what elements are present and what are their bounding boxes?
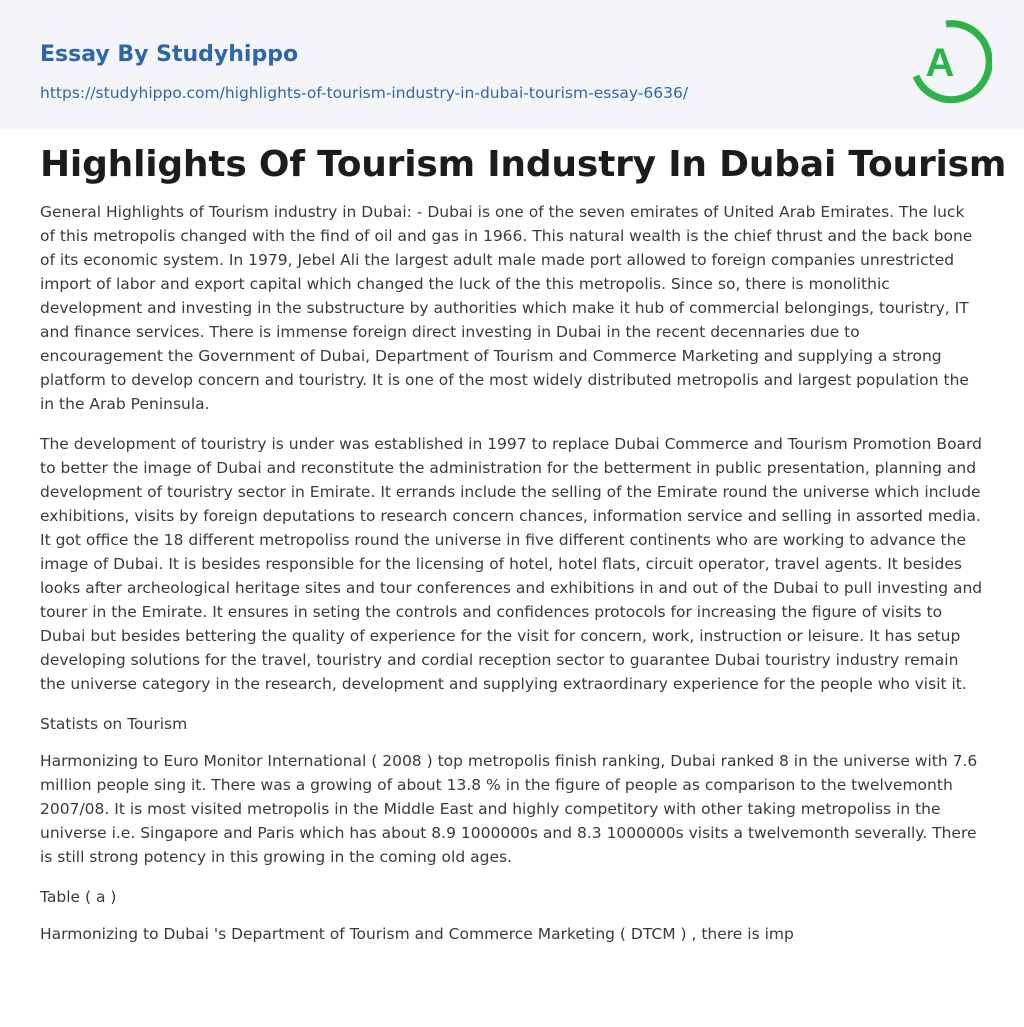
page-title: Highlights Of Tourism Industry In Dubai Tourism [40,144,1007,185]
brand-title[interactable]: Essay By Studyhippo [40,42,299,67]
paragraph: The development of touristry is under was established in 1997 to replace Dubai Commerce and Tourism Promotion Board to better the image of Dubai and reconstitute the administration for the betterment in public presentation, planning and development of touristry sector in Emirate. It errands include the selling of the Emirate round the universe which include exhibitions, visits by foreign deputations to research concern chances, information service and selling in assorted media. It got office the 18 different metropoliss round the universe in five different continents who are working to advance the image of Dubai. It is besides responsible for the licensing of hotel, hotel flats, circuit operator, travel agents. It besides looks after archeological heritage sites and tour conferences and exhibitions in and out of the Dubai to pull investing and tourer in the Emirate. It ensures in seting the controls and confidences protocols for increasing the figure of visits to Dubai but besides bettering the quality of experience for the visit for concern, work, instruction or leisure. It has setup developing solutions for the travel, touristry and cordial reception sector to guarantee Dubai touristry industry remain the universe category in the research, development and supplying extraordinary experience for the people who visit it. [40,435,983,693]
section-heading: Statists on Tourism [40,715,188,733]
essay-url-link[interactable]: https://studyhippo.com/highlights-of-tourism-industry-in-dubai-tourism-essay-6636/ [40,84,689,102]
paragraph: Harmonizing to Dubai 's Department of Tourism and Commerce Marketing ( DTCM ) , there is imp [40,925,794,943]
table-caption: Table ( a ) [40,888,117,906]
logo-letter: A [925,41,955,85]
paragraph: Harmonizing to Euro Monitor International ( 2008 ) top metropolis finish ranking, Dubai ranked 8 in the universe with 7.6 million people sing it. There was a growing of about 13.8 % in the figure of people as comparison to the twelvemonth 2007/08. It is most visited metropolis in the Middle East and highly competitory with other taking metropoliss in the universe i.e. Singapore and Paris which has about 8.9 1000000s and 8.3 1000000s visits a twelvemonth severally. There is still strong potency in this growing in the coming old ages. [40,752,978,866]
essay-body [40,200,984,962]
paragraph: General Highlights of Tourism industry in Dubai: - Dubai is one of the seven emirates of United Arab Emirates. The luck of this metropolis changed with the find of oil and gas in 1966. This natural wealth is the chief thrust and the back bone of its economic system. In 1979, Jebel Ali the largest adult male made port allowed to foreign companies unrestricted import of labor and export capital which changed the luck of the this metropolis. Since so, there is monolithic development and investing in the substructure by authorities which make it hub of commercial belongings, touristry, IT and finance services. There is immense foreign direct investing in Dubai in the recent decennaries due to encouragement the Government of Dubai, Department of Tourism and Commerce Marketing and supplying a strong platform to develop concern and touristry. It is one of the most widely distributed metropolis and largest population the in the Arab Peninsula. [40,203,973,413]
